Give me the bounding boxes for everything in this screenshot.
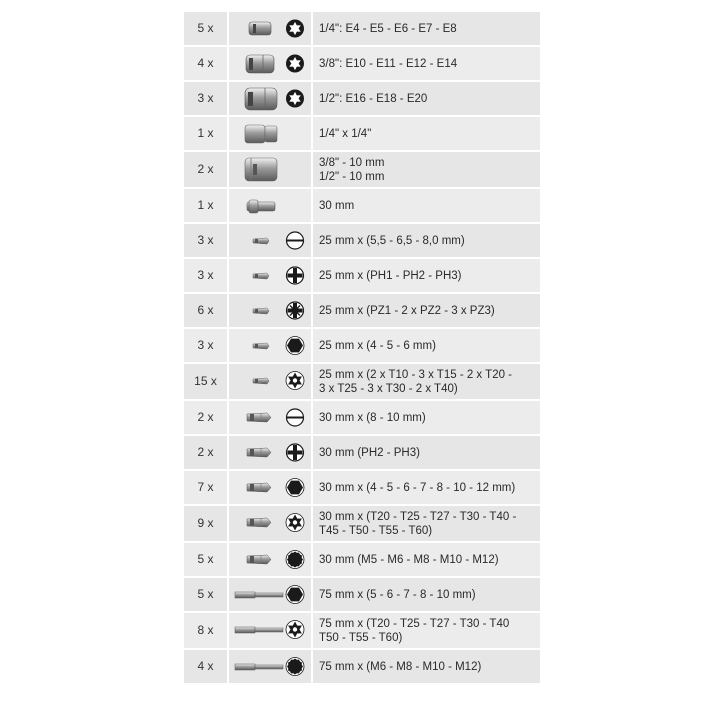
table-row xyxy=(184,12,540,47)
torx-e-icon xyxy=(283,82,307,115)
tool-image-cell xyxy=(229,12,311,45)
bit-long-icon xyxy=(233,650,285,683)
description-line: 1/4" x 1/4" xyxy=(319,127,372,140)
description-line: 30 mm x (4 - 5 - 6 - 7 - 8 - 10 - 12 mm) xyxy=(319,481,516,494)
phillips-icon xyxy=(283,436,307,469)
description-line: 25 mm x (4 - 5 - 6 mm) xyxy=(319,339,436,352)
bit-medium-icon xyxy=(233,436,285,469)
description-cell xyxy=(313,189,540,222)
hex-icon xyxy=(283,329,307,362)
socket-small-icon xyxy=(233,12,285,45)
quantity-cell: 1 x xyxy=(184,189,227,222)
tool-image-cell xyxy=(229,613,311,648)
description-line: 25 mm x (2 x T10 - 3 x T15 - 2 x T20 - xyxy=(319,368,513,381)
table-row xyxy=(184,471,540,506)
description-line: 75 mm x (5 - 6 - 7 - 8 - 10 mm) xyxy=(319,588,476,601)
bit-holder-icon xyxy=(233,152,285,187)
tool-image-cell xyxy=(229,364,311,399)
tool-image-cell xyxy=(229,578,311,611)
tool-image-cell xyxy=(229,436,311,469)
table-row xyxy=(184,650,540,685)
quantity-cell: 5 x xyxy=(184,12,227,45)
table-row xyxy=(184,117,540,152)
table-row xyxy=(184,152,540,189)
description-cell xyxy=(313,152,540,187)
hex-icon xyxy=(283,578,307,611)
description-cell xyxy=(313,543,540,576)
description-line: 3/8": E10 - E11 - E12 - E14 xyxy=(319,57,458,70)
description-line: 3/8" - 10 mm xyxy=(319,156,385,169)
quantity-cell: 4 x xyxy=(184,47,227,80)
spline-icon xyxy=(283,543,307,576)
table-row xyxy=(184,543,540,578)
bit-short-icon xyxy=(233,329,285,362)
description-cell xyxy=(313,12,540,45)
bit-medium-icon xyxy=(233,543,285,576)
tool-set-contents-table xyxy=(184,12,540,685)
quantity-cell: 5 x xyxy=(184,543,227,576)
spline-icon xyxy=(283,650,307,683)
table-row xyxy=(184,364,540,401)
description-line: 1/4": E4 - E5 - E6 - E7 - E8 xyxy=(319,22,457,35)
tool-image-cell xyxy=(229,47,311,80)
tool-image-cell xyxy=(229,506,311,541)
description-line: 75 mm x (T20 - T25 - T27 - T30 - T40 xyxy=(319,617,510,630)
tool-image-cell xyxy=(229,543,311,576)
pozidriv-icon xyxy=(283,294,307,327)
description-cell xyxy=(313,47,540,80)
description-cell xyxy=(313,401,540,434)
hex-icon xyxy=(283,471,307,504)
description-line: 30 mm (PH2 - PH3) xyxy=(319,446,420,459)
tool-image-cell xyxy=(229,189,311,222)
table-row xyxy=(184,329,540,364)
quantity-cell: 3 x xyxy=(184,329,227,362)
tool-image-cell xyxy=(229,259,311,292)
table-row xyxy=(184,436,540,471)
tool-image-cell xyxy=(229,152,311,187)
description-cell xyxy=(313,294,540,327)
description-cell xyxy=(313,471,540,504)
tool-image-cell xyxy=(229,117,311,150)
table-row xyxy=(184,82,540,117)
description-line: 30 mm x (T20 - T25 - T27 - T30 - T40 - xyxy=(319,510,517,523)
tool-image-cell xyxy=(229,329,311,362)
tool-image-cell xyxy=(229,224,311,257)
description-cell xyxy=(313,364,540,399)
description-cell xyxy=(313,82,540,115)
description-line: 30 mm xyxy=(319,199,355,212)
description-cell xyxy=(313,506,540,541)
tool-image-cell xyxy=(229,650,311,683)
quantity-cell: 3 x xyxy=(184,224,227,257)
bit-medium-icon xyxy=(233,506,285,541)
quantity-cell: 2 x xyxy=(184,401,227,434)
description-cell xyxy=(313,259,540,292)
torx-e-icon xyxy=(283,12,307,45)
tool-image-cell xyxy=(229,294,311,327)
quantity-cell: 7 x xyxy=(184,471,227,504)
quantity-cell: 6 x xyxy=(184,294,227,327)
tool-image-cell xyxy=(229,82,311,115)
torx-icon xyxy=(283,364,307,399)
table-row xyxy=(184,294,540,329)
bit-short-icon xyxy=(233,224,285,257)
description-line: 30 mm x (8 - 10 mm) xyxy=(319,411,426,424)
description-cell xyxy=(313,117,540,150)
socket-large-icon xyxy=(233,82,285,115)
quantity-cell: 8 x xyxy=(184,613,227,648)
description-cell xyxy=(313,436,540,469)
description-line: 75 mm x (M6 - M8 - M10 - M12) xyxy=(319,660,482,673)
phillips-icon xyxy=(283,259,307,292)
description-cell xyxy=(313,578,540,611)
tool-image-cell xyxy=(229,401,311,434)
quantity-cell: 3 x xyxy=(184,82,227,115)
description-cell xyxy=(313,650,540,683)
quantity-cell: 15 x xyxy=(184,364,227,399)
description-line: T50 - T55 - T60) xyxy=(319,631,403,644)
table-row xyxy=(184,47,540,82)
quantity-cell: 5 x xyxy=(184,578,227,611)
torx-e-icon xyxy=(283,47,307,80)
quantity-cell: 2 x xyxy=(184,152,227,187)
slotted-icon xyxy=(283,401,307,434)
table-row xyxy=(184,401,540,436)
table-row xyxy=(184,259,540,294)
tool-image-cell xyxy=(229,471,311,504)
description-line: 25 mm x (5,5 - 6,5 - 8,0 mm) xyxy=(319,234,465,247)
torx-icon xyxy=(283,506,307,541)
table-row xyxy=(184,224,540,259)
socket-medium-icon xyxy=(233,47,285,80)
bit-short-icon xyxy=(233,364,285,399)
table-row xyxy=(184,613,540,650)
description-cell xyxy=(313,224,540,257)
description-cell xyxy=(313,613,540,648)
slotted-icon xyxy=(283,224,307,257)
description-line: 30 mm (M5 - M6 - M8 - M10 - M12) xyxy=(319,553,499,566)
adapter-icon xyxy=(233,117,285,150)
quantity-cell: 1 x xyxy=(184,117,227,150)
table-row xyxy=(184,189,540,224)
quantity-cell: 4 x xyxy=(184,650,227,683)
bit-medium-icon xyxy=(233,401,285,434)
description-cell xyxy=(313,329,540,362)
bit-long-icon xyxy=(233,613,285,648)
description-line: T45 - T50 - T55 - T60) xyxy=(319,524,433,537)
bit-long-icon xyxy=(233,578,285,611)
quantity-cell: 9 x xyxy=(184,506,227,541)
torx-icon xyxy=(283,613,307,648)
table-row xyxy=(184,578,540,613)
table-row xyxy=(184,506,540,543)
quantity-cell: 3 x xyxy=(184,259,227,292)
description-line: 25 mm x (PZ1 - 2 x PZ2 - 3 x PZ3) xyxy=(319,304,495,317)
bit-short-icon xyxy=(233,294,285,327)
description-line: 1/2" - 10 mm xyxy=(319,170,385,183)
quantity-cell: 2 x xyxy=(184,436,227,469)
description-line: 25 mm x (PH1 - PH2 - PH3) xyxy=(319,269,462,282)
bit-extension-icon xyxy=(233,189,285,222)
bit-short-icon xyxy=(233,259,285,292)
description-line: 1/2": E16 - E18 - E20 xyxy=(319,92,428,105)
bit-medium-icon xyxy=(233,471,285,504)
description-line: 3 x T25 - 3 x T30 - 2 x T40) xyxy=(319,382,458,395)
